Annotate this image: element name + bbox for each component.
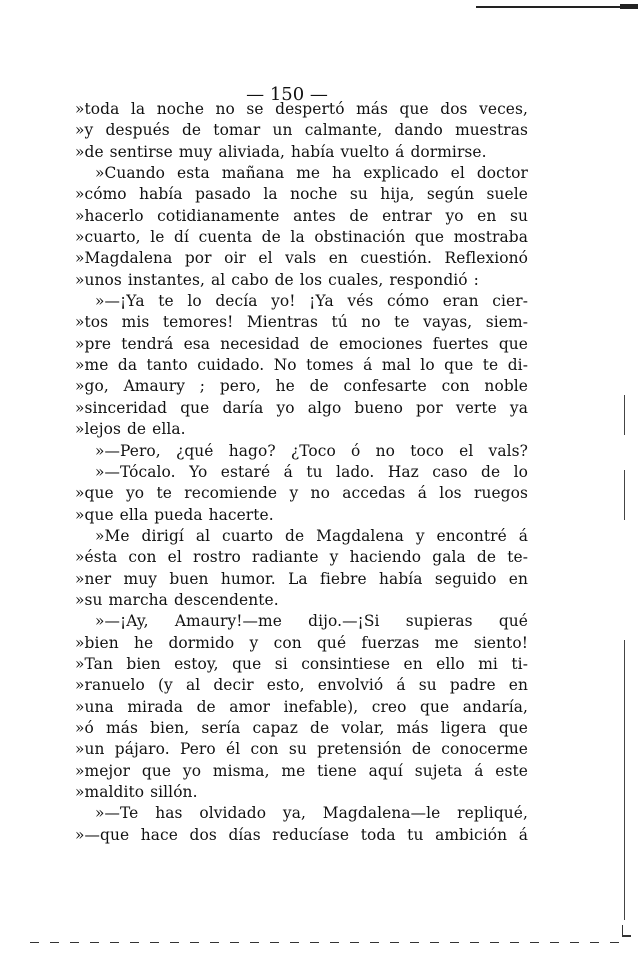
text-line: »que yo te recomiende y no accedas á los ruegos (75, 484, 528, 503)
text-line: »que ella pueda hacerte. (75, 505, 274, 524)
text-line: »mejor que yo misma, me tiene aquí sujeta á este (75, 761, 528, 780)
scan-margin-mark (624, 395, 625, 435)
text-line: »toda la noche no se despertó más que dos veces, (75, 100, 528, 118)
text-line: »ésta con el rostro radiante y haciendo gala de te- (75, 548, 528, 567)
text-line: »maldito sillón. (75, 783, 198, 801)
text-line: »ó más bien, sería capaz de volar, más ligera que (75, 718, 528, 737)
text-line: »Me dirigí al cuarto de Magdalena y encontré á (95, 526, 528, 545)
scan-margin-mark (624, 470, 625, 520)
text-line: »Tan bien estoy, que si consintiese en ello mi ti- (75, 654, 528, 673)
text-line: »un pájaro. Pero él con su pretensión de conocerme (75, 740, 528, 759)
text-line: »una mirada de amor inefable), creo que andaría, (75, 697, 528, 716)
text-line: »hacerlo cotidianamente antes de entrar yo en su (75, 206, 528, 225)
scan-bottom-dashes (30, 942, 620, 943)
scan-margin-mark (624, 640, 625, 920)
text-line: »pre tendrá esa necesidad de emociones fuertes que (75, 334, 528, 353)
text-line: »cómo había pasado la noche su hija, según suele (75, 185, 528, 204)
text-line: »tos mis temores! Mientras tú no te vayas, siem- (75, 313, 528, 332)
scan-edge-line (476, 6, 638, 8)
text-line: »Magdalena por oir el vals en cuestión. Reflexionó (75, 249, 528, 268)
text-line: »—Te has olvidado ya, Magdalena—le repliqué, (95, 804, 528, 823)
text-line: »—Pero, ¿qué hago? ¿Toco ó no toco el vals? (95, 441, 528, 460)
body-text (75, 99, 528, 846)
text-line: »Cuando esta mañana me ha explicado el doctor (95, 164, 528, 183)
text-line: »me da tanto cuidado. No tomes á mal lo que te di- (75, 356, 528, 375)
text-line: »—que hace dos días reducíase toda tu ambición á (75, 825, 528, 844)
page-number: — 150 — (246, 84, 328, 105)
text-line: »de sentirse muy aliviada, había vuelto á dormirse. (75, 142, 487, 161)
text-line: »—Tócalo. Yo estaré á tu lado. Haz caso de lo (95, 462, 528, 481)
text-line: »sinceridad que daría yo algo bueno por verte ya (75, 398, 528, 417)
text-line: »cuarto, le dí cuenta de la obstinación que mostraba (75, 228, 528, 247)
text-line: »—¡Ay, Amaury!—me dijo.—¡Si supieras qué (95, 612, 528, 631)
text-line: »lejos de ella. (75, 420, 186, 439)
text-line: »—¡Ya te lo decía yo! ¡Ya vés cómo eran cier- (95, 292, 528, 311)
text-line: »unos instantes, al cabo de los cuales, respondió : (75, 270, 479, 289)
text-line: »ranuelo (y al decir esto, envolvió á su padre en (75, 676, 528, 695)
text-line: »go, Amaury ; pero, he de confesarte con noble (75, 377, 528, 396)
text-line: »bien he dormido y con qué fuerzas me siento! (75, 633, 528, 652)
text-line: »y después de tomar un calmante, dando muestras (75, 121, 528, 140)
text-line: »su marcha descendente. (75, 590, 279, 609)
scan-corner-mark (622, 925, 631, 937)
text-line: »ner muy buen humor. La fiebre había seguido en (75, 569, 528, 588)
